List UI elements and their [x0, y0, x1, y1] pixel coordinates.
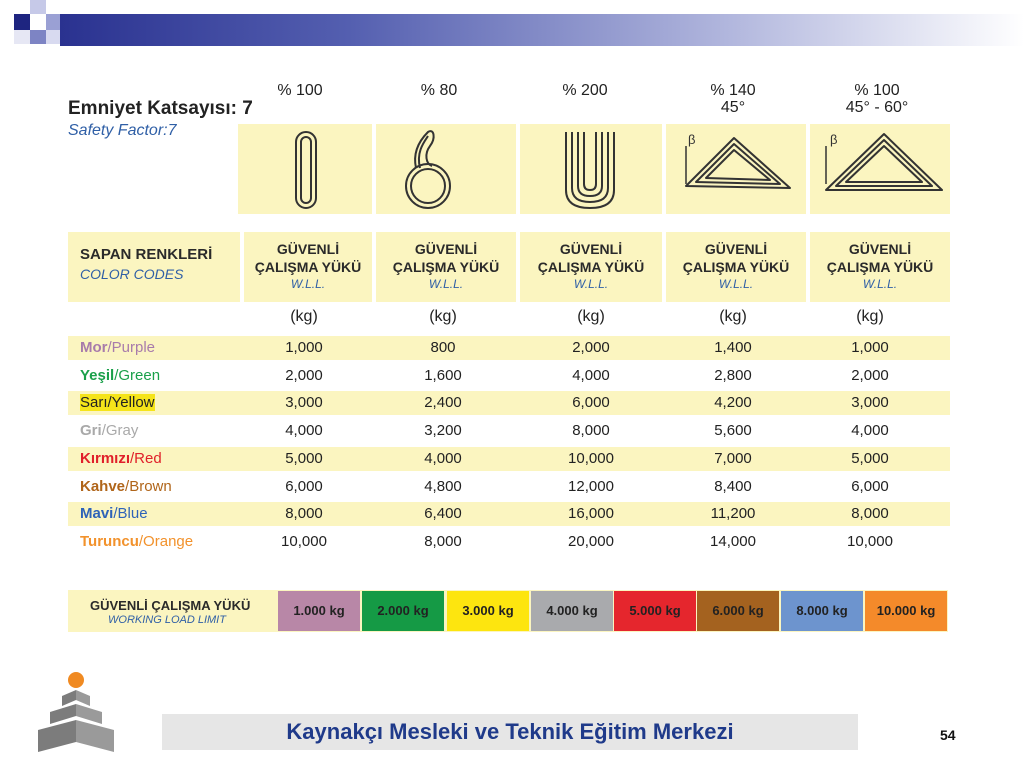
color-name-en: /Brown	[125, 477, 172, 495]
color-name-en: /Gray	[101, 422, 139, 440]
row-color-label	[80, 533, 193, 550]
load-value-cell: 8,000	[424, 532, 462, 550]
load-value-cell: 16,000	[568, 505, 614, 523]
row-color-label	[80, 367, 160, 384]
load-value-cell: 8,000	[285, 505, 323, 523]
legend-chip: 2.000 kg	[362, 591, 444, 631]
safety-factor-title: Emniyet Katsayısı: 7	[68, 98, 253, 119]
color-name-en: /Red	[130, 449, 162, 467]
wll-header: GÜVENLİ ÇALIŞMA YÜKÜ W.L.L.	[244, 232, 372, 302]
color-name-tr: Yeşil	[80, 366, 115, 384]
load-value-cell: 6,000	[851, 477, 889, 495]
load-value-cell: 2,000	[285, 366, 323, 384]
load-value-cell: 5,000	[285, 449, 323, 467]
legend-chip: 10.000 kg	[865, 591, 947, 631]
pct-header: % 80	[420, 82, 458, 99]
load-value-cell: 1,600	[424, 366, 462, 384]
unit-label: (kg)	[577, 308, 605, 325]
color-name-tr: Gri	[80, 422, 102, 440]
beta-label: β	[688, 132, 696, 147]
load-value-cell: 6,000	[572, 394, 610, 412]
school-logo-icon	[34, 672, 120, 756]
load-value-cell: 4,800	[424, 477, 462, 495]
triangle-45-icon	[666, 124, 806, 214]
deco-square	[14, 14, 30, 30]
icon-cell	[666, 124, 806, 214]
load-value-cell: 10,000	[847, 532, 893, 550]
color-name-en: /Yellow	[107, 394, 155, 412]
row-color-label	[80, 478, 172, 495]
load-value-cell: 1,400	[714, 339, 752, 356]
legend-chip: 4.000 kg	[531, 591, 613, 631]
load-value-cell: 4,000	[424, 449, 462, 467]
load-value-cell: 2,800	[714, 366, 752, 384]
load-value-cell: 2,000	[572, 339, 610, 356]
legend-title-tr: GÜVENLİ ÇALIŞMA YÜKÜ	[90, 598, 251, 613]
color-name-tr: Turuncu	[80, 532, 139, 550]
legend-chip: 8.000 kg	[781, 591, 863, 631]
icon-cell	[238, 124, 372, 214]
load-value-cell: 4,000	[851, 422, 889, 440]
footer-title: Kaynakçı Mesleki ve Teknik Eğitim Merkezi	[162, 714, 858, 750]
load-value-cell: 3,000	[851, 394, 889, 412]
icon-cell	[376, 124, 516, 214]
load-value-cell: 3,200	[424, 422, 462, 440]
color-name-en: /Purple	[107, 339, 156, 356]
wll-header: GÜVENLİ ÇALIŞMA YÜKÜ W.L.L.	[520, 232, 662, 302]
load-value-cell: 6,000	[285, 477, 323, 495]
pct-header: % 100	[277, 82, 323, 99]
load-value-cell: 14,000	[710, 532, 756, 550]
wll-header: GÜVENLİ ÇALIŞMA YÜKÜ W.L.L.	[810, 232, 950, 302]
load-value-cell: 8,000	[851, 505, 889, 523]
deco-square	[14, 30, 30, 44]
row-color-label	[80, 450, 162, 467]
color-name-en: /Blue	[113, 505, 148, 523]
beta-label: β	[830, 132, 838, 147]
pct-header: % 200	[562, 82, 608, 99]
color-name-tr: Mor	[80, 339, 108, 356]
color-codes-header	[68, 232, 240, 302]
load-value-cell: 8,000	[572, 422, 610, 440]
unit-label: (kg)	[856, 308, 884, 325]
color-name-en: /Green	[114, 366, 161, 384]
color-name-en: /Orange	[138, 532, 194, 550]
legend-chip: 6.000 kg	[697, 591, 779, 631]
load-value-cell: 20,000	[568, 532, 614, 550]
deco-square	[46, 14, 60, 30]
top-gradient-bar	[60, 14, 1024, 46]
load-value-cell: 4,000	[285, 422, 323, 440]
legend-chip: 5.000 kg	[614, 591, 696, 631]
load-value-cell: 3,000	[285, 394, 323, 412]
load-value-cell: 4,200	[714, 394, 752, 412]
deco-square	[30, 0, 46, 14]
pct-header: % 140 45°	[710, 82, 756, 116]
load-value-cell: 1,000	[851, 339, 889, 356]
color-codes-label-tr: SAPAN RENKLERİ	[80, 246, 213, 263]
icon-cell	[810, 124, 950, 214]
unit-label: (kg)	[719, 308, 747, 325]
load-value-cell: 800	[430, 339, 456, 356]
straight-loop-icon	[238, 124, 372, 214]
load-value-cell: 11,200	[710, 505, 756, 523]
legend-title-en: WORKING LOAD LIMIT	[108, 614, 226, 626]
load-value-cell: 6,400	[424, 505, 462, 523]
wll-header: GÜVENLİ ÇALIŞMA YÜKÜ W.L.L.	[666, 232, 806, 302]
deco-square	[46, 30, 60, 44]
load-value-cell: 10,000	[281, 532, 327, 550]
color-name-tr: Kahve	[80, 477, 126, 495]
basket-hitch-icon	[520, 124, 662, 214]
color-name-tr: Kırmızı	[80, 449, 131, 467]
legend-chip: 3.000 kg	[447, 591, 529, 631]
load-value-cell: 10,000	[568, 449, 614, 467]
color-codes-label-en: COLOR CODES	[80, 266, 184, 282]
safety-factor-subtitle: Safety Factor:7	[68, 122, 177, 139]
icon-cell	[520, 124, 662, 214]
load-value-cell: 1,000	[285, 339, 323, 356]
choke-hitch-icon	[376, 124, 516, 214]
unit-label: (kg)	[290, 308, 318, 325]
color-name-tr: Mavi	[80, 505, 114, 523]
load-value-cell: 5,600	[714, 422, 752, 440]
load-value-cell: 5,000	[851, 449, 889, 467]
row-color-label	[80, 339, 155, 356]
deco-square	[30, 30, 46, 44]
load-value-cell: 4,000	[572, 366, 610, 384]
row-color-label	[80, 505, 148, 522]
legend-chip: 1.000 kg	[278, 591, 360, 631]
load-value-cell: 8,400	[714, 477, 752, 495]
load-value-cell: 12,000	[568, 477, 614, 495]
load-value-cell: 2,000	[851, 366, 889, 384]
color-name-tr: Sarı	[80, 394, 108, 412]
page-number: 54	[940, 727, 956, 743]
row-color-label	[80, 422, 138, 439]
wll-header: GÜVENLİ ÇALIŞMA YÜKÜ W.L.L.	[376, 232, 516, 302]
triangle-45-60-icon	[810, 124, 950, 214]
load-value-cell: 2,400	[424, 394, 462, 412]
pct-header: % 100 45° - 60°	[845, 82, 909, 116]
unit-label: (kg)	[429, 308, 457, 325]
row-color-label	[80, 394, 155, 411]
load-value-cell: 7,000	[714, 449, 752, 467]
